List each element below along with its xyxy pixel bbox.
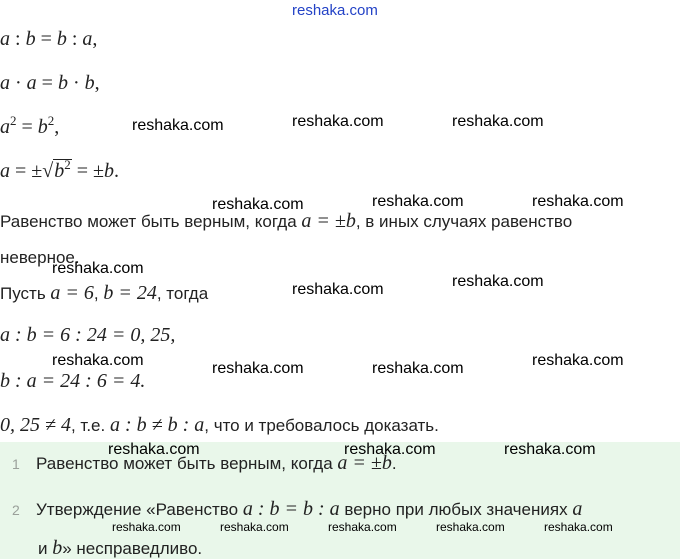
watermark: reshaka.com (52, 352, 144, 369)
answer-item-2-cont (38, 537, 202, 560)
watermark: reshaka.com (504, 441, 596, 458)
var-b: b (37, 116, 48, 138)
text: Утверждение «Равенство (36, 500, 243, 519)
answers-panel (0, 442, 680, 559)
watermark: reshaka.com (328, 520, 397, 534)
watermark: reshaka.com (532, 352, 624, 369)
var-a: a (0, 72, 10, 94)
punct: , (92, 28, 98, 50)
var-b: b (25, 28, 36, 50)
var-a: a (0, 116, 10, 138)
watermark: reshaka.com (436, 520, 505, 534)
text: , тогда (156, 284, 209, 303)
var-a: a (0, 28, 10, 50)
text: » несправедливо. (62, 539, 203, 558)
equals: = (36, 72, 58, 94)
proof-let (0, 282, 208, 305)
answer-number: 2 (12, 502, 20, 518)
watermark: reshaka.com (220, 520, 289, 534)
proof-line-3 (0, 113, 60, 139)
var-a: a (0, 160, 10, 182)
math-inline: b = 24 (103, 282, 157, 304)
var-b: b (84, 72, 95, 94)
math-inline: a : b ≠ b : a (109, 414, 205, 436)
equals-plus-minus: = ± (71, 160, 105, 182)
math-inline: a = 6 (50, 282, 94, 304)
proof-statement-cont: неверное. (0, 248, 80, 267)
watermark: reshaka.com (112, 520, 181, 534)
watermark: reshaka.com (292, 113, 384, 130)
exponent: 2 (47, 113, 55, 128)
watermark: reshaka.com (212, 360, 304, 377)
text: Равенство может быть верным, когда (0, 212, 302, 231)
watermark-top: reshaka.com (292, 2, 378, 19)
math-inline: a = ±b (301, 210, 356, 232)
punct: . (114, 160, 120, 182)
watermark: reshaka.com (292, 281, 384, 298)
text: верно при любых значениях (339, 500, 573, 519)
text: и (38, 539, 53, 558)
text: , т.е. (70, 416, 110, 435)
equals: = (35, 28, 57, 50)
punct: , (54, 116, 60, 138)
var-a: a (26, 72, 37, 94)
proof-calc-2: b : a = 24 : 6 = 4. (0, 370, 146, 392)
proof-calc-1: a : b = 6 : 24 = 0, 25, (0, 324, 176, 346)
var-b: b (56, 28, 67, 50)
exponent: 2 (10, 113, 17, 128)
watermark: reshaka.com (452, 113, 544, 130)
proof-line-2 (0, 72, 100, 95)
var-a: a (82, 28, 93, 50)
watermark: reshaka.com (372, 360, 464, 377)
op: · (67, 72, 85, 94)
equals-plus-minus: = ± (10, 160, 43, 182)
var-b: b (104, 160, 115, 182)
radicand (53, 159, 72, 182)
math-inline: a = ±b (337, 452, 392, 474)
answer-number: 1 (12, 456, 20, 472)
watermark: reshaka.com (372, 193, 464, 210)
math-inline: a (572, 498, 583, 520)
exponent: 2 (64, 157, 71, 172)
math-inline: 0, 25 ≠ 4 (0, 414, 71, 436)
watermark: reshaka.com (544, 520, 613, 534)
watermark: reshaka.com (52, 260, 144, 277)
text: Пусть (0, 284, 51, 303)
text: , в иных случаях равенство (355, 212, 573, 231)
proof-line-4 (0, 157, 120, 183)
equals: = (16, 116, 38, 138)
text: , (93, 284, 104, 303)
math-inline: a : b = b : a (242, 498, 340, 520)
var-b: b (54, 160, 65, 182)
op: : (10, 28, 26, 50)
text: Равенство может быть верным, когда (36, 454, 338, 473)
proof-line-1 (0, 28, 97, 51)
punct: , (94, 72, 100, 94)
watermark: reshaka.com (452, 273, 544, 290)
op: : (66, 28, 83, 50)
text: . (391, 454, 397, 473)
sqrt-icon: √ (42, 160, 54, 182)
math-inline: b (52, 537, 63, 559)
watermark: reshaka.com (132, 117, 224, 134)
op: · (10, 72, 27, 94)
watermark: reshaka.com (532, 193, 624, 210)
answer-item-2 (0, 498, 582, 521)
watermark: reshaka.com (344, 441, 436, 458)
text: , что и требовалось доказать. (204, 416, 439, 435)
watermark: reshaka.com (212, 196, 304, 213)
proof-conclusion (0, 414, 439, 437)
watermark: reshaka.com (108, 441, 200, 458)
var-b: b (57, 72, 68, 94)
